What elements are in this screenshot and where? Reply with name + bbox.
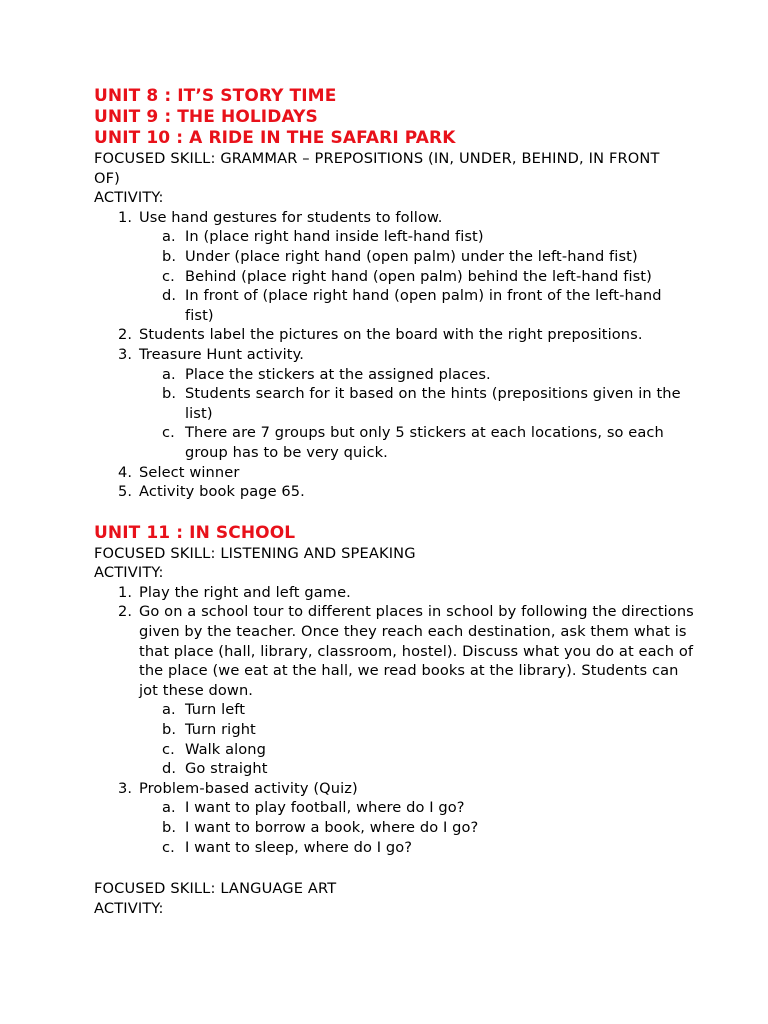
sub-list-item: [139, 286, 694, 325]
sub-list-item-text: Under (place right hand (open palm) under the left-hand fist): [185, 247, 638, 265]
sub-list-item-letter: b.: [162, 385, 177, 403]
list-item: [94, 325, 694, 345]
list-item: [94, 602, 694, 778]
section1-focused-skill: FOCUSED SKILL: GRAMMAR – PREPOSITIONS (IN, UNDER, BEHIND, IN FRONT OF): [94, 150, 660, 187]
sub-list: [139, 227, 694, 325]
list-item-number: 4.: [118, 463, 133, 481]
sub-list-item-text: In front of (place right hand (open palm) in front of the left-hand fist): [185, 287, 662, 324]
list-item: [94, 583, 694, 603]
sub-list-item: [139, 740, 694, 760]
list-item: [94, 208, 694, 326]
sub-list-item: [139, 247, 694, 267]
sub-list-item-text: Turn right: [185, 721, 256, 739]
sub-list-item-text: I want to play football, where do I go?: [185, 799, 465, 817]
sub-list-item-letter: b.: [162, 819, 177, 836]
sub-list-item: [139, 818, 694, 838]
sub-list-item-text: Students search for it based on the hints (prepositions given in the list): [185, 385, 681, 422]
section2-activity-label: ACTIVITY:: [94, 564, 164, 582]
sub-list-item: [139, 384, 694, 423]
sub-list-item-text: I want to sleep, where do I go?: [185, 838, 413, 856]
sub-list-item: [139, 227, 694, 247]
list-item-number: 2.: [118, 326, 133, 344]
document-page: [94, 86, 694, 918]
sub-list-item: [139, 798, 694, 818]
sub-list-item-letter: b.: [162, 247, 177, 265]
sub-list: [139, 798, 694, 857]
sub-list-item: [139, 700, 694, 720]
section3-activity-label: ACTIVITY:: [94, 899, 164, 917]
sub-list-item-text: Turn left: [185, 701, 246, 719]
section2-focused-skill: FOCUSED SKILL: LISTENING AND SPEAKING: [94, 544, 416, 562]
unit-9-title: UNIT 9 : THE HOLIDAYS: [94, 107, 318, 127]
list-item-number: 2.: [118, 603, 133, 621]
sub-list-item-letter: a.: [162, 365, 176, 383]
sub-list-item: [139, 838, 694, 858]
sub-list-item-letter: a.: [162, 701, 176, 719]
list-item-text: Treasure Hunt activity.: [139, 345, 305, 363]
unit-11-title: UNIT 11 : IN SCHOOL: [94, 522, 296, 543]
list-item-text: Problem-based activity (Quiz): [139, 779, 358, 797]
sub-list-item: [139, 267, 694, 287]
sub-list: [139, 365, 694, 463]
sub-list-item-text: Behind (place right hand (open palm) behind the left-hand fist): [185, 267, 652, 285]
list-item-number: 1.: [118, 208, 133, 226]
list-item-text: Use hand gestures for students to follow.: [139, 208, 443, 226]
sub-list-item: [139, 720, 694, 740]
sub-list-item-letter: c.: [162, 838, 175, 856]
section1-activity-label: ACTIVITY:: [94, 189, 164, 207]
sub-list-item-letter: a.: [162, 228, 176, 246]
sub-list-item-letter: d.: [162, 760, 177, 778]
sub-list: [139, 700, 694, 778]
list-item: [94, 482, 694, 502]
sub-list-item-text: I want to borrow a book, where do I go?: [185, 819, 479, 836]
list-item-text: Go on a school tour to different places in school by following the directions given by the teacher. Once they reach each destination, ask them what is that place (hall, library, classroom, hostel). Discuss what you do at each of the place (we eat at the hall, we read books at the library). Students can jot these down.: [139, 603, 694, 699]
sub-list-item-text: There are 7 groups but only 5 stickers at each locations, so each group has to be very quick.: [185, 424, 664, 461]
list-item: [94, 779, 694, 857]
list-item-number: 3.: [118, 345, 133, 363]
section3-focused-skill: FOCUSED SKILL: LANGUAGE ART: [94, 880, 337, 898]
section2-activity-list: [94, 583, 694, 857]
list-item-text: Activity book page 65.: [139, 483, 305, 501]
sub-list-item: [139, 759, 694, 779]
list-item-text: Play the right and left game.: [139, 583, 351, 601]
sub-list-item-letter: c.: [162, 267, 175, 285]
unit-10-title: UNIT 10 : A RIDE IN THE SAFARI PARK: [94, 128, 456, 148]
list-item-number: 5.: [118, 483, 133, 501]
list-item: [94, 463, 694, 483]
sub-list-item: [139, 365, 694, 385]
sub-list-item-letter: c.: [162, 424, 175, 442]
list-item-text: Select winner: [139, 463, 240, 481]
sub-list-item-letter: c.: [162, 740, 175, 758]
sub-list-item-text: Walk along: [185, 740, 267, 758]
list-item: [94, 345, 694, 463]
sub-list-item-letter: d.: [162, 287, 177, 305]
sub-list-item-letter: a.: [162, 799, 176, 817]
sub-list-item-letter: b.: [162, 721, 177, 739]
list-item-number: 1.: [118, 583, 133, 601]
sub-list-item: [139, 423, 694, 462]
sub-list-item-text: In (place right hand inside left-hand fist): [185, 228, 484, 246]
unit-8-title: UNIT 8 : IT’S STORY TIME: [94, 86, 337, 106]
section1-activity-list: [94, 208, 694, 502]
sub-list-item-text: Go straight: [185, 760, 268, 778]
sub-list-item-text: Place the stickers at the assigned places.: [185, 365, 491, 383]
list-item-text: Students label the pictures on the board with the right prepositions.: [139, 326, 643, 344]
list-item-number: 3.: [118, 779, 133, 797]
